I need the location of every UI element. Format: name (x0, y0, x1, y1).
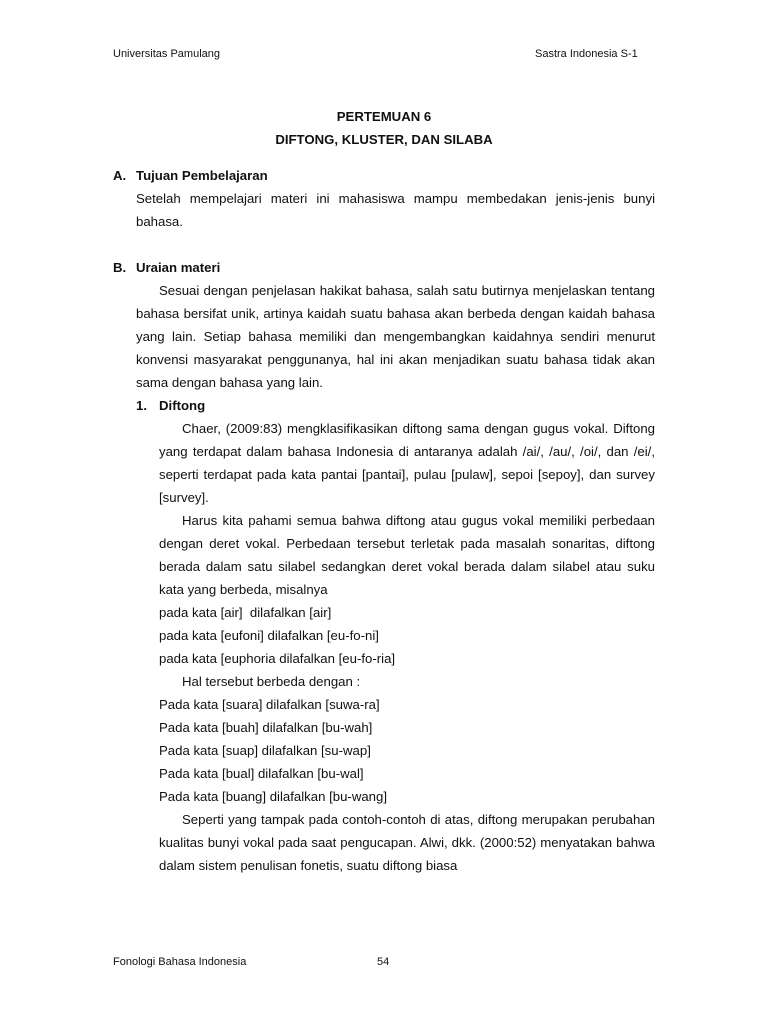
section-b-intro: Sesuai dengan penjelasan hakikat bahasa, salah satu butirnya menjelaskan tentang bahasa bersifat unik, artinya kaidah suatu bahasa akan berbeda dengan kaidah bahasa yang lain. Setiap bahasa memiliki dan mengembangkan kaidahnya sendiri menurut konvensi masyarakat penggunanya, hal ini akan menjadikan suatu bahasa tidak akan sama dengan bahasa yang lain. (136, 283, 655, 390)
subsection-title: Diftong (159, 398, 206, 413)
section-a-title: Tujuan Pembelajaran (136, 168, 268, 183)
section-b-heading (113, 256, 655, 279)
section-a-marker: A. (113, 168, 127, 183)
footer-course: Fonologi Bahasa Indonesia (113, 956, 247, 968)
header-program: Sastra Indonesia S-1 (535, 48, 638, 60)
page-subtitle: DIFTONG, KLUSTER, DAN SILABA (275, 132, 493, 147)
diftong-paragraph-1: Chaer, (2009:83) mengklasifikasikan diftong sama dengan gugus vokal. Diftong yang terdapat dalam bahasa Indonesia di antaranya adalah /ai/, /au/, /oi/, dan /ei/, seperti terdapat pada kata pantai [pantai], pulau [pulaw], sepoi [sepoy], dan survey [survey]. (159, 421, 655, 505)
page-number: 54 (377, 956, 390, 968)
contrast-intro: Hal tersebut berbeda dengan : (182, 674, 361, 689)
section-a-heading (113, 164, 655, 187)
section-b-title: Uraian materi (136, 260, 221, 275)
subsection-marker: 1. (136, 398, 147, 413)
page-title: PERTEMUAN 6 (336, 109, 432, 124)
contrast-example-line: Pada kata [bual] dilafalkan [bu-wal] (159, 766, 364, 781)
page-content (113, 105, 655, 877)
example-line: pada kata [air] dilafalkan [air] (159, 605, 332, 620)
section-b-marker: B. (113, 260, 127, 275)
contrast-example-line: Pada kata [suap] dilafalkan [su-wap] (159, 743, 371, 758)
contrast-example-line: Pada kata [suara] dilafalkan [suwa-ra] (159, 697, 380, 712)
contrast-example-line: Pada kata [buang] dilafalkan [bu-wang] (159, 789, 388, 804)
diftong-paragraph-2: Harus kita pahami semua bahwa diftong atau gugus vokal memiliki perbedaan dengan deret vokal. Perbedaan tersebut terletak pada masalah sonaritas, diftong berada dalam satu silabel sedangkan deret vokal berada dalam silabel atau suku kata yang berbeda, misalnya (159, 513, 655, 597)
example-line: pada kata [eufoni] dilafalkan [eu-fo-ni] (159, 628, 379, 643)
contrast-example-line: Pada kata [buah] dilafalkan [bu-wah] (159, 720, 373, 735)
diftong-paragraph-3: Seperti yang tampak pada contoh-contoh di atas, diftong merupakan perubahan kualitas bunyi vokal pada saat pengucapan. Alwi, dkk. (2000:52) menyatakan bahwa dalam sistem penulisan fonetis, suatu diftong biasa (159, 812, 655, 873)
header-university: Universitas Pamulang (113, 48, 220, 60)
section-a-text: Setelah mempelajari materi ini mahasiswa mampu membedakan jenis-jenis bunyi bahasa. (136, 191, 655, 229)
example-line: pada kata [euphoria dilafalkan [eu-fo-ria] (159, 651, 396, 666)
subsection-diftong-heading (113, 394, 655, 417)
